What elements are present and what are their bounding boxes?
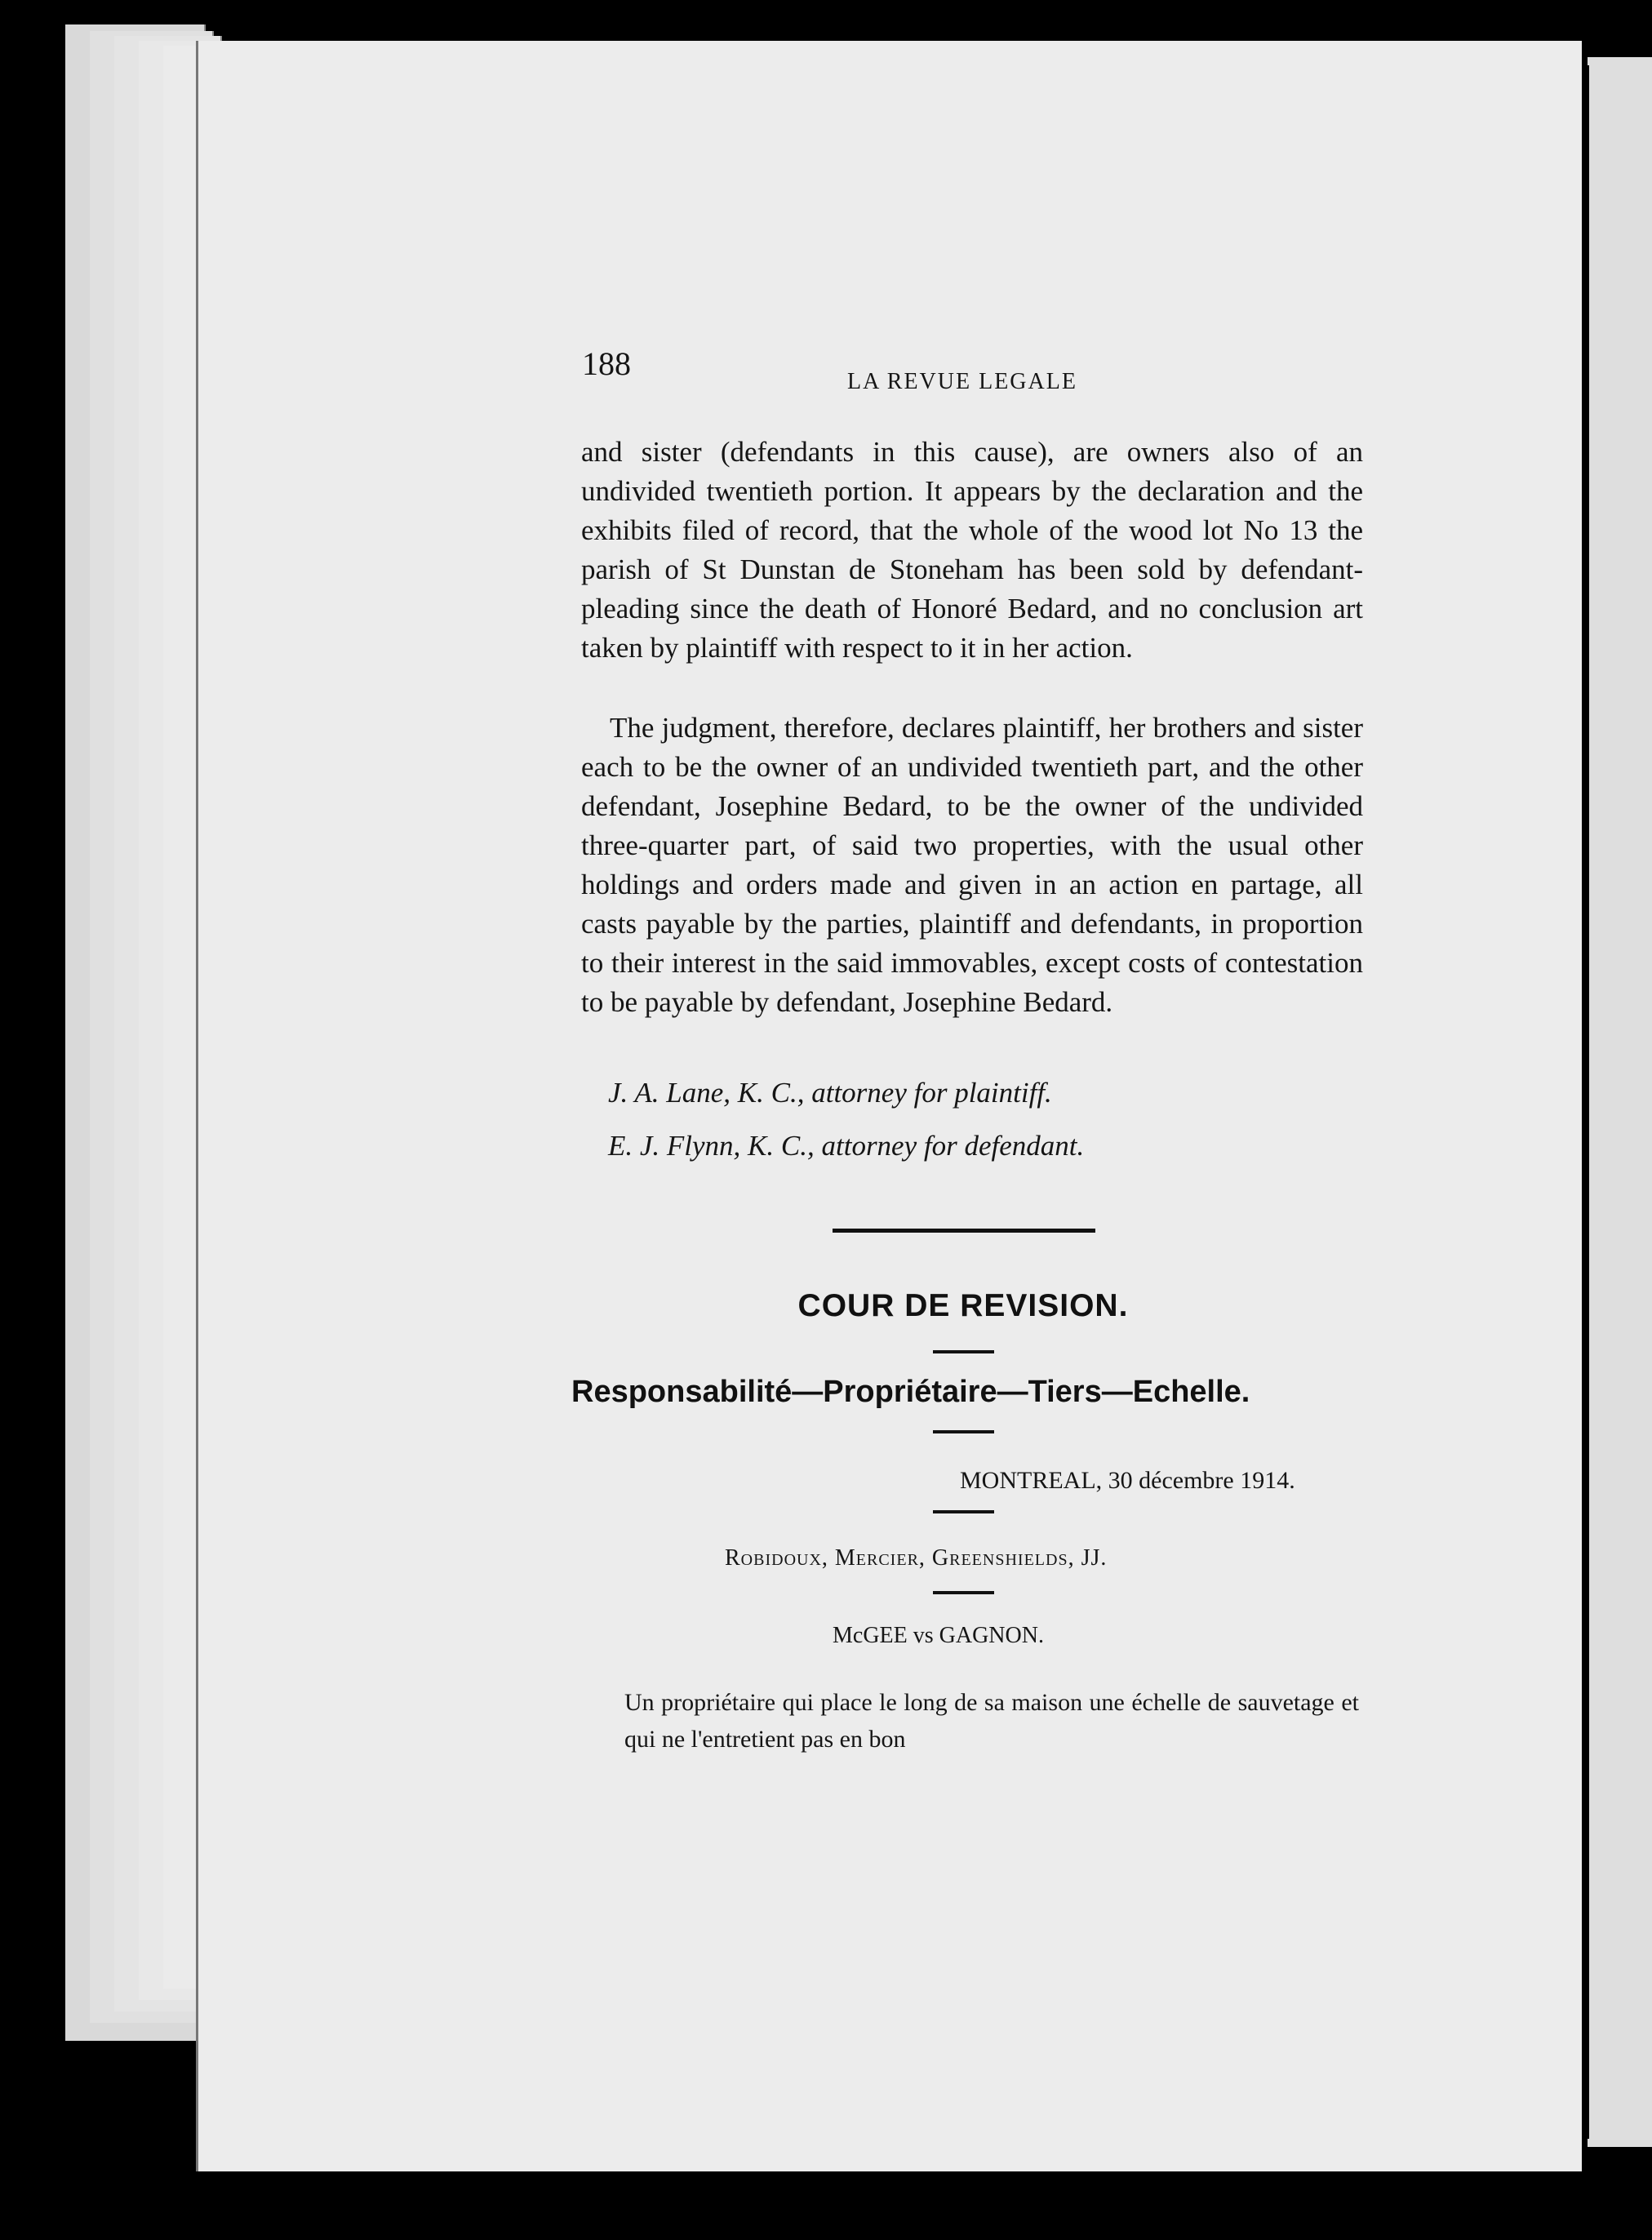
facing-page-edge xyxy=(1588,57,1652,2147)
section-divider xyxy=(833,1229,1095,1233)
short-rule xyxy=(933,1510,994,1513)
short-rule xyxy=(933,1591,994,1594)
subject-heading: Responsabilité—Propriétaire—Tiers—Echelle. xyxy=(571,1375,1250,1409)
body-paragraph: and sister (defendants in this cause), are owners also of an undivided twentieth portion. It appears by the declaration and the exhibits filed of record, that the whole of the wood lot No 13 the parish of St Dunstan de Stoneham has been sold by defendant-pleading since the death of Honoré Bedard, and no conclusion art taken by plaintiff with respect to it in her action. xyxy=(581,436,1363,664)
case-parties: McGEE vs GAGNON. xyxy=(833,1623,1044,1648)
page-number: 188 xyxy=(582,345,631,382)
court-heading: COUR DE REVISION. xyxy=(797,1288,1129,1323)
judges-line: Robidoux, Mercier, Greenshields, JJ. xyxy=(725,1545,1108,1571)
case-summary: Un propriétaire qui place le long de sa maison une échelle de sauvetage et qui ne l'entretient pas en bon xyxy=(624,1689,1359,1753)
short-rule xyxy=(933,1350,994,1353)
running-head: LA REVUE LEGALE xyxy=(847,369,1077,394)
body-paragraph: The judgment, therefore, declares plaintiff, her brothers and sister each to be the owner of an undivided twentieth part, and the other defendant, Josephine Bedard, to be the owner of the undivided three-quarter part, of said two properties, with the usual other holdings and orders made and given in an action en partage, all casts payable by the parties, plaintiff and defendants, in proportion to their interest in the said immovables, except costs of contestation to be payable by defendant, Josephine Bedard. xyxy=(581,712,1363,1018)
attorney-plaintiff: J. A. Lane, K. C., attorney for plaintiff. xyxy=(608,1077,1052,1109)
short-rule xyxy=(933,1430,994,1433)
attorney-defendant: E. J. Flynn, K. C., attorney for defendant. xyxy=(608,1130,1085,1162)
dateline: MONTREAL, 30 décembre 1914. xyxy=(960,1467,1295,1494)
binding-gutter xyxy=(1585,65,1589,2139)
